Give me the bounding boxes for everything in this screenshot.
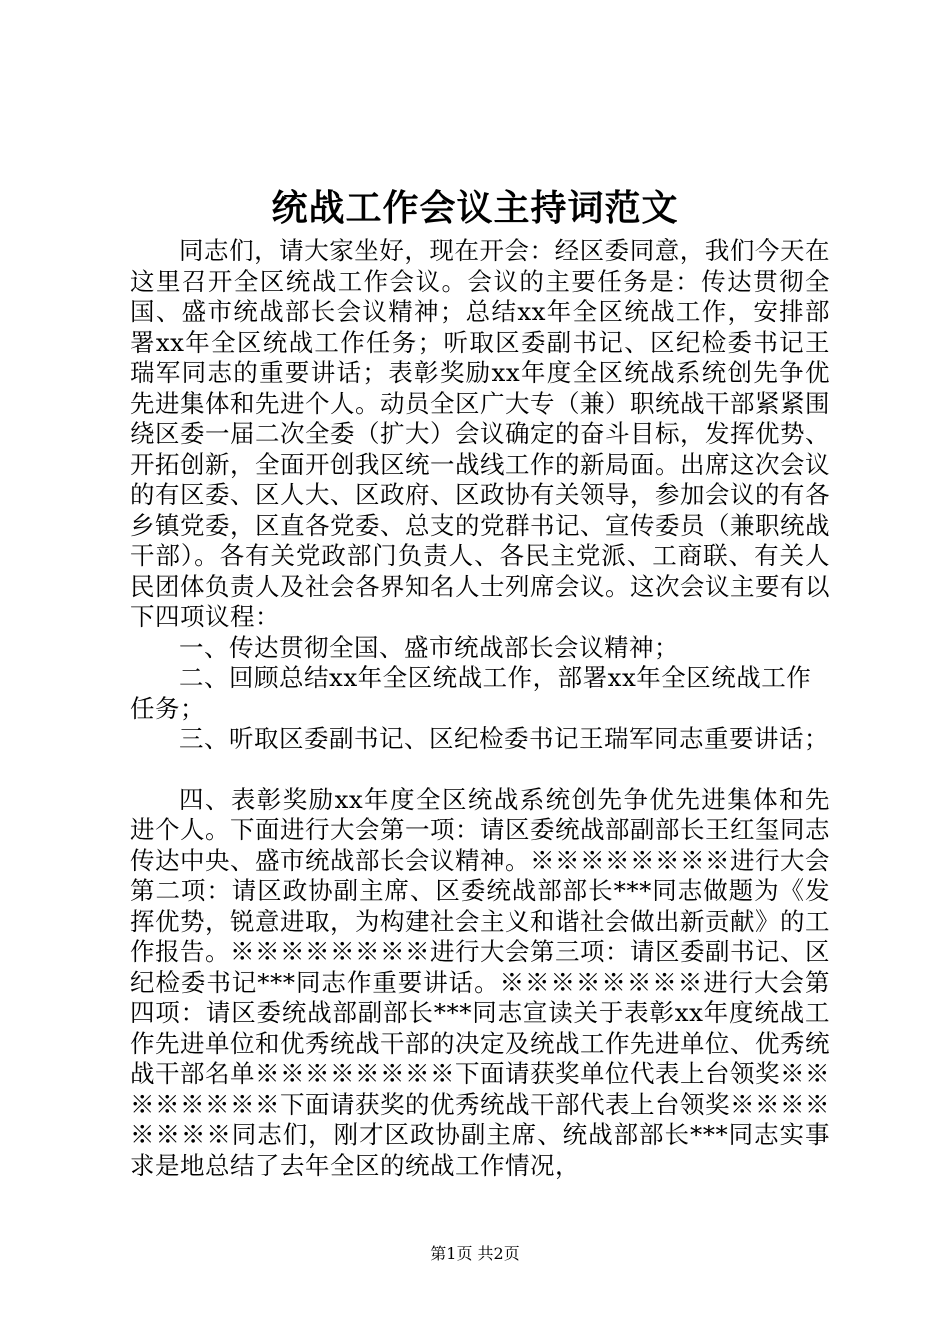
document-body [130,236,830,1181]
agenda-item-4-paragraph: 四、表彰奖励xx年度全区统战系统创先争优先进集体和先进个人。下面进行大会第一项：请区委统战部副部长王红玺同志传达中央、盛市统战部长会议精神。※※※※※※※※进行大会第二项：请区政协副主席、区委统战部部长***同志做题为《发挥优势，锐意进取，为构建社会主义和谐社会做出新贡献》的工作报告。※※※※※※※※进行大会第三项：请区委副书记、区纪检委书记***同志作重要讲话。※※※※※※※※进行大会第四项：请区委统战部副部长***同志宣读关于表彰xx年度统战工作先进单位和优秀统战干部的决定及统战工作先进单位、优秀统战干部名单※※※※※※※※下面请获奖单位代表上台领奖※※※※※※※※下面请获奖的优秀统战干部代表上台领奖※※※※※※※※同志们，刚才区政协副主席、统战部部长***同志实事求是地总结了去年全区的统战工作情况， [130,784,830,1180]
page-footer: 第1页 共2页 [430,1244,520,1263]
agenda-item-3: 三、听取区委副书记、区纪检委书记王瑞军同志重要讲话； [179,724,829,753]
paragraph-spacer [130,755,830,785]
document-title: 统战工作会议主持词范文 [271,187,679,229]
agenda-item-1: 一、传达贯彻全国、盛市统战部长会议精神； [179,632,679,662]
intro-paragraph: 同志们，请大家坐好，现在开会：经区委同意，我们今天在这里召开全区统战工作会议。会议的主要任务是：传达贯彻全国、盛市统战部长会议精神；总结xx年全区统战工作，安排部署xx年全区统战工作任务；听取区委副书记、区纪检委书记王瑞军同志的重要讲话；表彰奖励xx年度全区统战系统创先争优先进集体和先进个人。动员全区广大专（兼）职统战干部紧紧围绕区委一届二次全委（扩大）会议确定的奋斗目标，发挥优势、开拓创新，全面开创我区统一战线工作的新局面。出席这次会议的有区委、区人大、区政府、区政协有关领导，参加会议的有各乡镇党委，区直各党委、总支的党群书记、宣传委员（兼职统战干部）。各有关党政部门负责人、各民主党派、工商联、有关人民团体负责人及社会各界知名人士列席会议。这次会议主要有以下四项议程： [130,236,830,631]
agenda-item-2: 二、回顾总结xx年全区统战工作，部署xx年全区统战工作任务； [130,663,812,723]
